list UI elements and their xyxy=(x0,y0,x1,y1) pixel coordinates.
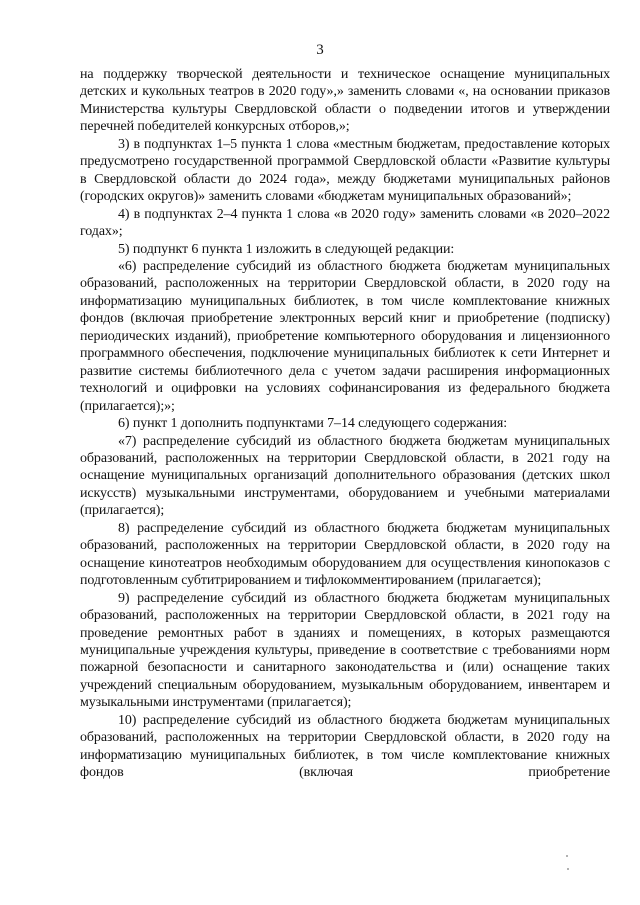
paragraph-subitem-6-new: «6) распределение субсидий из областного бюджета бюджетам муниципальных образований, расположенных на территории Свердловской области, в 2020 году на информатизацию муниципальных библиотек, в том числе комплектование книжных фондов (включая приобретение электронных версий книг и приобретение (подписку) периодических изданий), приобретение компьютерного оборудования и лицензионного программного обеспечения, подключение муниципальных библиотек к сети Интернет и развитие системы библиотечного дела с учетом задачи расширения информационных технологий и оцифровки на условиях софинансирования из федерального бюджета (прилагается);»; xyxy=(80,258,610,414)
paragraph-subitem-10: 10) распределение субсидий из областного бюджета бюджетам муниципальных образований, расположенных на территории Свердловской области, в 2020 году на информатизацию муниципальных библиотек, в том числе комплектование книжных фондов (включая приобретение xyxy=(80,712,610,781)
paragraph-subitem-9: 9) распределение субсидий из областного бюджета бюджетам муниципальных образований, расположенных на территории Свердловской области, в 2021 году на проведение ремонтных работ в зданиях и помещениях, в которых размещаются муниципальные учреждения культуры, приведение в соответствие с требованиями норм пожарной безопасности и санитарного законодательства и (или) оснащение таких учреждений специальным оборудованием, музыкальным оборудованием, инвентарем и музыкальными инструментами (прилагается); xyxy=(80,590,610,711)
paragraph-item-6: 6) пункт 1 дополнить подпунктами 7–14 следующего содержания: xyxy=(118,416,508,432)
page-number: 3 xyxy=(316,42,324,58)
paragraph-item-5: 5) подпункт 6 пункта 1 изложить в следующей редакции: xyxy=(118,241,455,257)
document-body xyxy=(80,66,610,782)
paragraph-subitem-7: «7) распределение субсидий из областного бюджета бюджетам муниципальных образований, расположенных на территории Свердловской области, в 2021 году на оснащение муниципальных организаций дополнительного образования (детских школ искусств) музыкальными инструментами, оборудованием и учебными материалами (прилагается); xyxy=(80,433,610,519)
scan-artifact-dot xyxy=(566,855,568,857)
paragraph-item-4: 4) в подпунктах 2–4 пункта 1 слова «в 2020 году» заменить словами «в 2020–2022 годах»; xyxy=(80,206,610,240)
scan-artifact-dot xyxy=(567,868,569,870)
paragraph-continuation: на поддержку творческой деятельности и техническое оснащение муниципальных детских и кукольных театров в 2020 году»,» заменить словами «, на основании приказов Министерства культуры Свердловской области о подведении итогов и утверждении перечней победителей конкурсных отборов,»; xyxy=(80,67,610,135)
paragraph-item-3: 3) в подпунктах 1–5 пункта 1 слова «местным бюджетам, предоставление которых предусмотрено государственной программой Свердловской области «Развитие культуры в Свердловской области до 2024 года», между бюджетами муниципальных районов (городских округов)» заменить словами «бюджетам муниципальных образований»; xyxy=(80,136,610,205)
paragraph-subitem-8: 8) распределение субсидий из областного бюджета бюджетам муниципальных образований, расположенных на территории Свердловской области, в 2020 году на оснащение кинотеатров необходимым оборудованием для осуществления кинопоказов с подготовленным субтитрированием и тифлокомментированием (прилагается); xyxy=(80,520,610,589)
